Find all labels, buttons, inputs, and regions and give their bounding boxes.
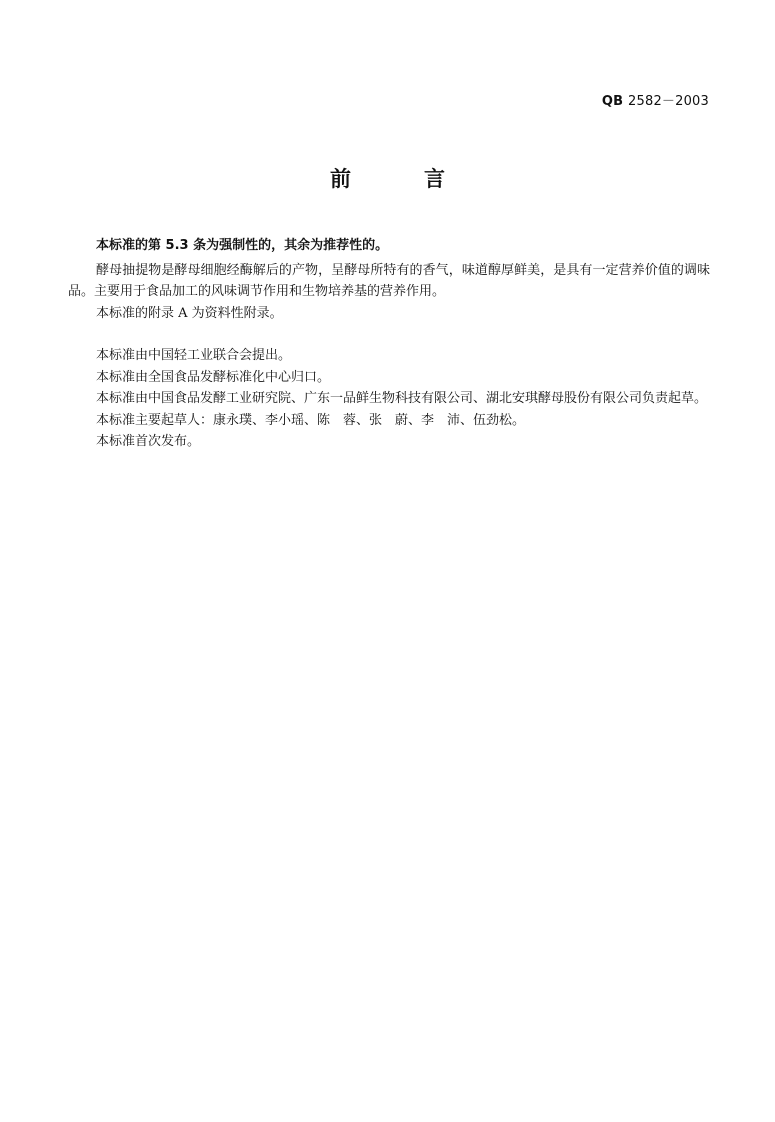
standard-number: 2582－2003 [628,94,709,109]
definition-paragraph: 酵母抽提物是酵母细胞经酶解后的产物，呈酵母所特有的香气，味道醇厚鲜美，是具有一定营养价值的调味品。主要用于食品加工的风味调节作用和生物培养基的营养作用。 [68,262,710,299]
appendix-paragraph: 本标准的附录 A 为资料性附录。 [96,305,283,321]
managed-by-paragraph: 本标准由全国食品发酵标准化中心归口。 [96,369,331,385]
drafted-by-paragraph: 本标准由中国食品发酵工业研究院、广东一品鲜生物科技有限公司、湖北安琪酵母股份有限公司负责起草。 [96,391,708,406]
proposed-by-paragraph: 本标准由中国轻工业联合会提出。 [96,348,292,363]
standard-code [602,90,709,109]
first-release-paragraph: 本标准首次发布。 [96,434,201,449]
drafters-paragraph: 本标准主要起草人：康永璞、李小瑶、陈 蓉、张 蔚、李 沛、伍劲松。 [96,412,526,428]
page-title: 前 言 [330,167,471,191]
foreword-body [68,235,710,453]
mandatory-note-paragraph: 本标准的第 5.3 条为强制性的，其余为推荐性的。 [96,238,389,253]
paragraph-spacer [68,324,710,345]
standard-prefix: QB [601,94,624,109]
